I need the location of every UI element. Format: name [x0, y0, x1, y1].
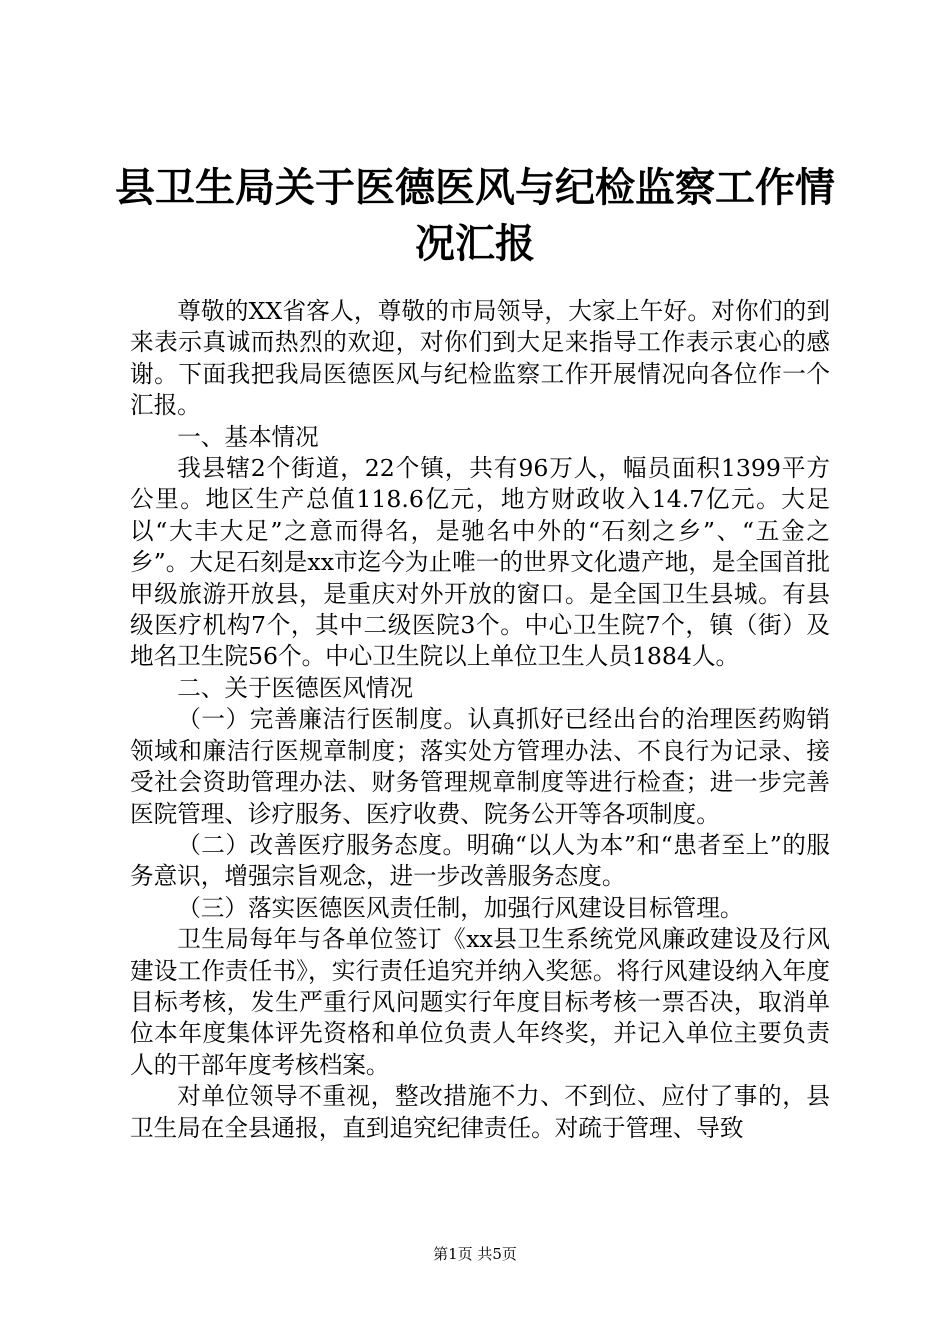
paragraph-accountability: 对单位领导不重视，整改措施不力、不到位、应付了事的，县卫生局在全县通报，直到追究纪律责任。对疏于管理、导致: [130, 1082, 830, 1142]
paragraph-responsibility: 卫生局每年与各单位签订《xx县卫生系统党风廉政建设及行风建设工作责任书》，实行责任追究并纳入奖惩。将行风建设纳入年度目标考核，发生严重行风问题实行年度目标考核一票否决，取消单位本年度集体评先资格和单位负责人年终奖，并记入单位主要负责人的干部年度考核档案。: [130, 925, 830, 1079]
document-body: [130, 296, 830, 1144]
section-heading-medical-ethics: 二、关于医德医风情况: [177, 673, 414, 702]
section-heading-basic-info: 一、基本情况: [177, 422, 319, 451]
document-title: 县卫生局关于医德医风与纪检监察工作情况汇报: [115, 165, 835, 267]
paragraph-item-3: （三）落实医德医风责任制，加强行风建设目标管理。: [177, 893, 744, 922]
paragraph-item-2: （二）改善医疗服务态度。明确“以人为本”和“患者至上”的服务意识，增强宗旨观念，进一步改善服务态度。: [130, 830, 830, 891]
paragraph-item-1: （一）完善廉洁行医制度。认真抓好已经出台的治理医药购销领域和廉洁行医规章制度；落实处方管理办法、不良行为记录、接受社会资助管理办法、财务管理规章制度等进行检查；进一步完善医院管理、诊疗服务、医疗收费、院务公开等各项制度。: [130, 705, 830, 828]
page-footer: 第1页 共5页: [433, 1245, 517, 1263]
paragraph-greeting: 尊敬的XX省客人，尊敬的市局领导，大家上午好。对你们的到来表示真诚而热烈的欢迎，对你们到大足来指导工作表示衷心的感谢。下面我把我局医德医风与纪检监察工作开展情况向各位作一个汇报。: [130, 297, 830, 420]
paragraph-basic-info: 我县辖2个街道，22个镇，共有96万人，幅员面积1399平方公里。地区生产总值118.6亿元，地方财政收入14.7亿元。大足以“大丰大足”之意而得名，是驰名中外的“石刻之乡”、“五金之乡”。大足石刻是xx市迄今为止唯一的世界文化遗产地，是全国首批甲级旅游开放县，是重庆对外开放的窗口。是全国卫生县城。有县级医疗机构7个，其中二级医院3个。中心卫生院7个，镇（街）及地名卫生院56个。中心卫生院以上单位卫生人员1884人。: [130, 454, 830, 671]
